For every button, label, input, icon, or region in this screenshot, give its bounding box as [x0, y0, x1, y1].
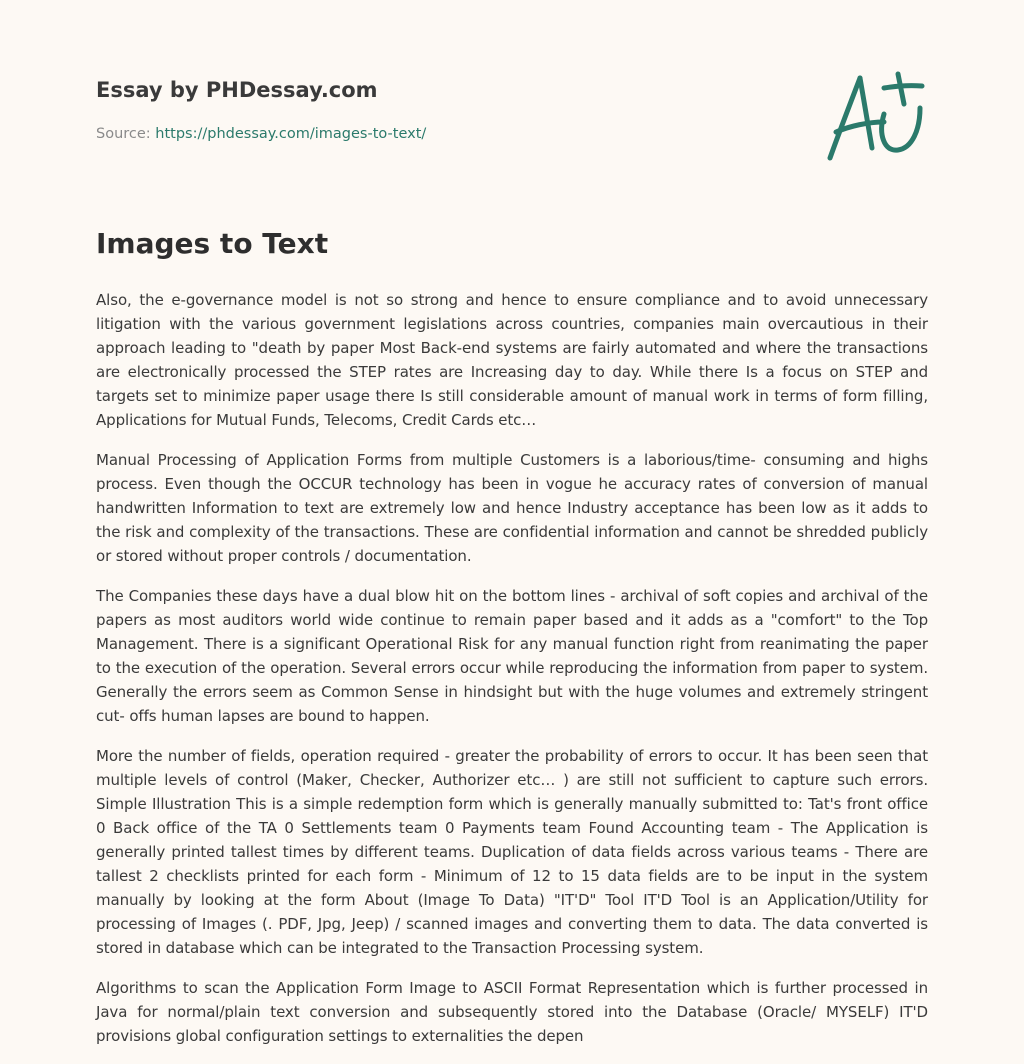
essay-paragraph: More the number of fields, operation required - greater the probability of errors to occur. It has been seen that multiple levels of control (Maker, Checker, Authorizer etc… ) are still not sufficient to capture such errors. Simple Illustration This is a simple redemption form which is generally manually submitted to: Tat's front office 0 Back office of the TA 0 Settlements team 0 Payments team Found Accounting team - The Application is generally printed tallest times by different teams. Duplication of data fields across various teams - There are tallest 2 checklists printed for each form - Minimum of 12 to 15 data fields are to be input in the system manually by looking at the form About (Image To Data) "IT'D" Tool IT'D Tool is an Application/Utility for processing of Images (. PDF, Jpg, Jeep) / scanned images and converting them to data. The data converted is stored in database which can be integrated to the Transaction Processing system. — [96, 747, 928, 957]
essay-paragraph: Algorithms to scan the Application Form Image to ASCII Format Representation which is further processed in Java for normal/plain text conversion and subsequently stored into the Database (Oracle/ MYSELF) IT'D provisions global configuration settings to externalities the depen — [96, 979, 928, 1045]
essay-paragraph: Manual Processing of Application Forms from multiple Customers is a laborious/time- consuming and highs process. Even though the OCCUR technology has been in vogue he accuracy rates of conversion of manual handwritten Information to text are extremely low and hence Industry acceptance has been low as it adds to the risk and complexity of the transactions. These are confidential information and cannot be shredded publicly or stored without proper controls / documentation. — [96, 451, 928, 565]
essay-content — [96, 224, 928, 1064]
source-link[interactable]: https://phdessay.com/images-to-text/ — [155, 126, 427, 142]
a-plus-logo-icon — [822, 68, 928, 164]
site-title: Essay by PHDessay.com — [96, 78, 378, 102]
source-label: Source: — [96, 126, 151, 142]
source-line — [96, 124, 928, 144]
page-header — [96, 76, 928, 144]
essay-paragraph: The Companies these days have a dual blow hit on the bottom lines - archival of soft copies and archival of the papers as most auditors world wide continue to remain paper based and it adds as a "comfort" to the Top Management. There is a significant Operational Risk for any manual function right from reanimating the paper to the execution of the operation. Several errors occur while reproducing the information from paper to system. Generally the errors seem as Common Sense in hindsight but with the huge volumes and extremely stringent cut- offs human lapses are bound to happen. — [96, 587, 928, 725]
essay-paragraph: Also, the e-governance model is not so strong and hence to ensure compliance and to avoid unnecessary litigation with the various government legislations across countries, companies main overcautious in their approach leading to "death by paper Most Back-end systems are fairly automated and where the transactions are electronically processed the STEP rates are Increasing day to day. While there Is a focus on STEP and targets set to minimize paper usage there Is still considerable amount of manual work in terms of form filling, Applications for Mutual Funds, Telecoms, Credit Cards etc… — [96, 291, 928, 429]
essay-title: Images to Text — [96, 227, 329, 260]
